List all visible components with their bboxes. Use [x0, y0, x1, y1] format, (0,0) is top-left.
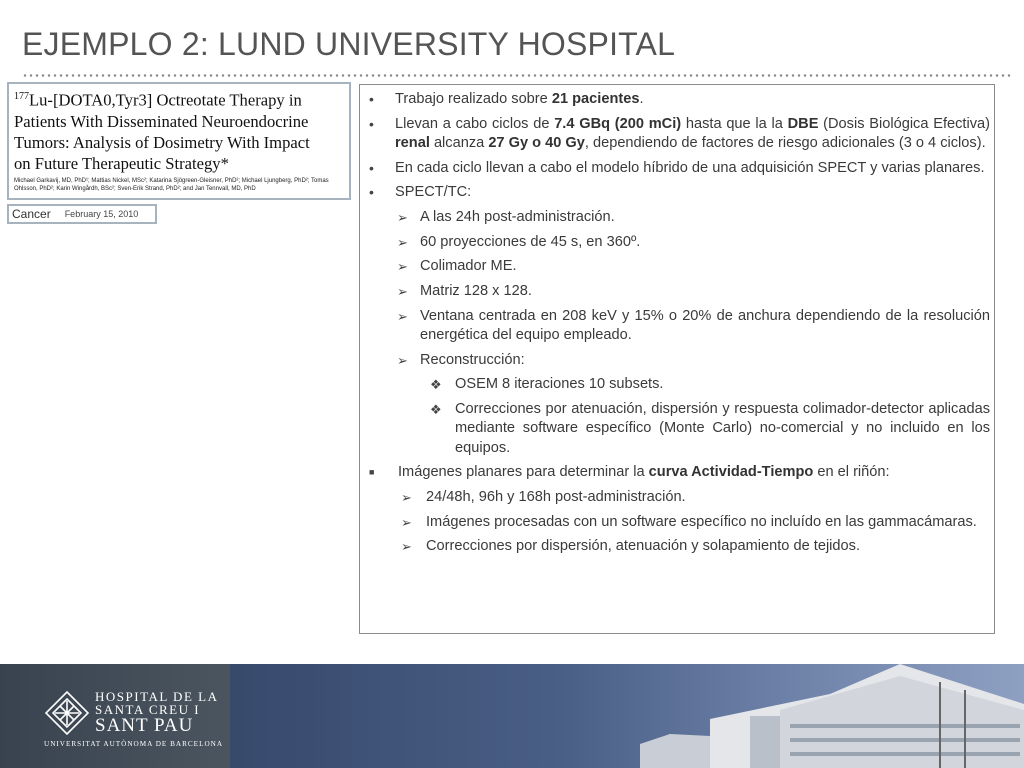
- text: En cada ciclo llevan a cabo el modelo híbrido de una adquisición SPECT y varias planares.: [395, 159, 985, 176]
- paper-title-line: Lu-[DOTA0,Tyr3] Octreotate Therapy in: [29, 90, 302, 110]
- arrow-bullet-icon: ➢: [401, 514, 412, 530]
- sub-sub-bullet-item: [366, 375, 990, 394]
- sub-bullet-item: [366, 282, 990, 301]
- text: OSEM 8 iteraciones 10 subsets.: [455, 376, 664, 393]
- text: .: [639, 91, 644, 107]
- bullet-item: [366, 463, 990, 482]
- bold-text: DBE: [787, 115, 819, 132]
- bullet-marker: •: [369, 115, 374, 132]
- text: SPECT/TC:: [395, 184, 472, 201]
- content-box: [359, 84, 995, 634]
- arrow-bullet-icon: ➢: [397, 234, 408, 250]
- bold-text: renal: [395, 134, 430, 151]
- bold-text: 21 pacientes: [551, 91, 640, 107]
- arrow-bullet-icon: ➢: [401, 539, 412, 555]
- bold-text: 27 Gy o 40 Gy: [488, 134, 585, 151]
- sub-bullet-item: [366, 257, 990, 276]
- paper-title-line: Patients With Disseminated Neuroendocrine: [14, 111, 309, 131]
- text: Ventana centrada en 208 keV y 15% o 20% de anchura dependiendo de la resolución energética del equipo empleado.: [420, 307, 990, 344]
- logo-line: HOSPITAL DE LA: [95, 689, 219, 704]
- slide-title: EJEMPLO 2: LUND UNIVERSITY HOSPITAL: [22, 26, 676, 62]
- bullet-marker: •: [369, 184, 374, 201]
- text: Imágenes procesadas con un software específico no incluído en las gammacámaras.: [426, 513, 977, 530]
- hospital-logo-text: [95, 690, 218, 736]
- hospital-logo-icon: [44, 690, 90, 736]
- hospital-building-image: [600, 664, 1024, 768]
- text: alcanza: [429, 134, 489, 151]
- sub-bullet-item: [366, 513, 990, 532]
- journal-date: February 15, 2010: [64, 209, 139, 219]
- bullet-item: [366, 115, 990, 153]
- paper-superscript: 177: [14, 91, 29, 102]
- arrow-bullet-icon: ➢: [397, 210, 408, 226]
- journal-tag: [7, 204, 157, 224]
- logo-line: SANTA CREU I: [95, 702, 201, 717]
- text: Correcciones por atenuación, dispersión y respuesta colimador-detector aplicadas mediante software específico (Monte Carlo) no-comercial y no incluido en los equipos.: [455, 401, 990, 456]
- text: Llevan a cabo ciclos de: [395, 115, 555, 132]
- bullet-marker: •: [369, 159, 374, 176]
- bullet-marker: •: [369, 91, 374, 107]
- bullet-item: [366, 159, 990, 178]
- text: 24/48h, 96h y 168h post-administración.: [426, 488, 686, 505]
- text: 60 proyecciones de 45 s, en 360º.: [420, 233, 641, 250]
- text: Colimador ME.: [420, 258, 517, 275]
- dotted-divider: [22, 74, 1012, 77]
- text: Reconstrucción:: [420, 351, 525, 368]
- paper-title: [14, 86, 344, 174]
- sub-bullet-item: [366, 488, 990, 507]
- text: (Dosis Biológica Efectiva): [818, 115, 990, 132]
- text: hasta que la la: [681, 115, 788, 132]
- bullet-item: [366, 183, 990, 202]
- paper-thumbnail: [7, 82, 351, 200]
- paper-title-line: on Future Therapeutic Strategy*: [14, 153, 229, 173]
- arrow-bullet-icon: ➢: [397, 284, 408, 300]
- sub-bullet-item: [366, 233, 990, 252]
- footer-banner: [0, 664, 1024, 768]
- text: Imágenes planares para determinar la: [398, 464, 649, 481]
- sub-sub-bullet-item: [366, 400, 990, 458]
- diamond-bullet-icon: ❖: [430, 402, 442, 418]
- bullet-item: [366, 90, 990, 109]
- logo-line: SANT PAU: [95, 715, 194, 736]
- sub-bullet-item: [366, 307, 990, 345]
- sub-bullet-item: [366, 537, 990, 556]
- square-bullet-icon: ■: [369, 467, 375, 478]
- bold-text: curva Actividad-Tiempo: [648, 464, 814, 481]
- bold-text: 7.4 GBq (200 mCi): [554, 115, 682, 132]
- university-name: UNIVERSITAT AUTÒNOMA DE BARCELONA: [44, 740, 224, 748]
- paper-title-line: Tumors: Analysis of Dosimetry With Impact: [14, 132, 310, 152]
- text: Matriz 128 x 128.: [420, 283, 532, 300]
- paper-authors: Michael Garkavij, MD, PhD¹; Mattias Nickel, MSc²; Katarina Sjögreen-Gleisner, PhD²; Michael Ljungberg, PhD²; Tomas Ohlsson, PhD²; Karin Wingårdh, BSc²; Sven-Erik Strand, PhD²; and Jan Tennvall, MD, PhD: [14, 177, 329, 192]
- arrow-bullet-icon: ➢: [397, 259, 408, 275]
- sub-bullet-item: [366, 208, 990, 227]
- text: en el riñón:: [813, 464, 890, 481]
- arrow-bullet-icon: ➢: [401, 489, 412, 505]
- sub-bullet-item: [366, 351, 990, 370]
- arrow-bullet-icon: ➢: [397, 308, 408, 324]
- text: , dependiendo de factores de riesgo adicionales (3 o 4 ciclos).: [584, 134, 986, 151]
- arrow-bullet-icon: ➢: [397, 352, 408, 368]
- text: Correcciones por dispersión, atenuación y solapamiento de tejidos.: [426, 538, 861, 555]
- diamond-bullet-icon: ❖: [430, 377, 442, 393]
- journal-name: Cancer: [12, 207, 51, 221]
- text: A las 24h post-administración.: [420, 209, 615, 226]
- text: Trabajo realizado sobre: [395, 91, 552, 107]
